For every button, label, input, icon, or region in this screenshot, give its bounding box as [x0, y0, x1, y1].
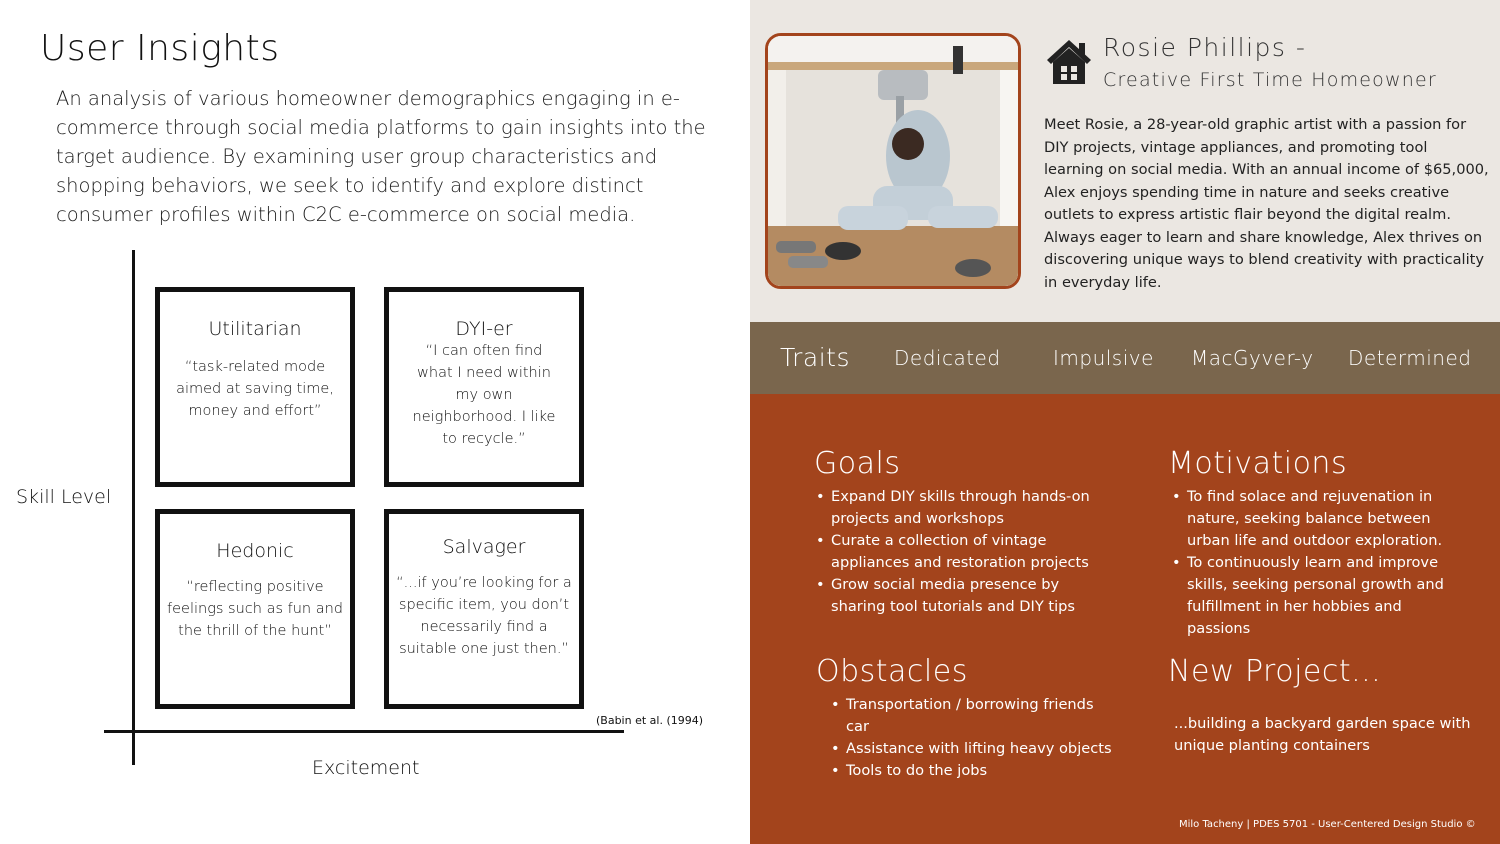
footer-credit: Milo Tacheny | PDES 5701 - User-Centered Design Studio ©: [1179, 819, 1476, 830]
goals-title: Goals: [814, 446, 901, 481]
quadrant-quote: “task-related mode aimed at saving time, money and effort”: [176, 359, 334, 419]
page-title: User Insights: [40, 28, 280, 69]
trait-item: MacGyver-y: [1191, 346, 1314, 370]
quadrant-hedonic: [155, 509, 355, 709]
y-axis-label: Skill Level: [16, 486, 112, 508]
traits-label: Traits: [780, 343, 850, 372]
house-icon: [1046, 38, 1092, 86]
list-item: • Transportation / borrowing friends car: [831, 694, 1116, 738]
quadrant-title: Hedonic: [216, 540, 294, 562]
list-item: • Assistance with lifting heavy objects: [831, 738, 1116, 760]
quadrant-utilitarian: [155, 287, 355, 487]
quadrant-quote: “I can often find what I need within my own neighborhood. I like to recycle.”: [412, 343, 556, 447]
intro-paragraph: An analysis of various homeowner demographics engaging in e-commerce through social media platforms to gain insights into the target audience. By examining user group characteristics and shopping behaviors, we seek to identify and explore distinct consumer profiles within C2C e-commerce on social media.: [56, 87, 706, 226]
list-item: • Curate a collection of vintage appliances and restoration projects: [816, 530, 1106, 574]
list-item: • Grow social media presence by sharing tool tutorials and DIY tips: [816, 574, 1106, 618]
trait-item: Determined: [1348, 346, 1472, 370]
list-item: • To continuously learn and improve skills, seeking personal growth and fulfillment in her hobbies and passions: [1172, 552, 1462, 640]
goals-list: [816, 486, 1106, 618]
obstacles-list: [831, 694, 1116, 782]
trait-item: Dedicated: [894, 346, 1001, 370]
motivations-list: [1172, 486, 1462, 640]
quadrant-dyi-er: [384, 287, 584, 487]
quadrant-quote: “...if you’re looking for a specific item, you don’t necessarily find a suitable one just then.”: [396, 575, 572, 657]
persona-photo: [765, 33, 1021, 289]
quadrant-title: DYI-er: [455, 318, 513, 340]
persona-subtitle: Creative First Time Homeowner: [1103, 69, 1437, 91]
y-axis-line: [132, 250, 135, 765]
trait-item: Impulsive: [1053, 346, 1154, 370]
list-item: • To find solace and rejuvenation in nature, seeking balance between urban life and outdoor exploration.: [1172, 486, 1462, 552]
x-axis-label: Excitement: [312, 757, 420, 779]
list-item: • Expand DIY skills through hands-on projects and workshops: [816, 486, 1106, 530]
new-project-title: New Project...: [1168, 654, 1382, 689]
quadrant-salvager: [384, 509, 584, 709]
obstacles-title: Obstacles: [816, 654, 968, 689]
quadrant-quote: “reflecting positive feelings such as fun and the thrill of the hunt”: [167, 579, 343, 639]
citation: (Babin et al. (1994): [596, 714, 704, 727]
quadrant-title: Utilitarian: [208, 318, 302, 340]
motivations-title: Motivations: [1168, 446, 1348, 481]
persona-photo-illustration: [768, 36, 1018, 286]
persona-bio: Meet Rosie, a 28-year-old graphic artist with a passion for DIY projects, vintage appliances, and promoting tool learning on social media. With an annual income of $65,000, Alex enjoys spending time in nature and seeks creative outlets to express artistic flair beyond the digital realm. Always eager to learn and share knowledge, Alex thrives on discovering unique ways to blend creativity with practicality in everyday life.: [1044, 116, 1489, 291]
list-item: • Tools to do the jobs: [831, 760, 1116, 782]
persona-name: Rosie Phillips -: [1103, 33, 1307, 62]
x-axis-line: [104, 730, 624, 733]
quadrant-title: Salvager: [442, 536, 526, 558]
new-project-text: ...building a backyard garden space with unique planting containers: [1174, 715, 1471, 754]
